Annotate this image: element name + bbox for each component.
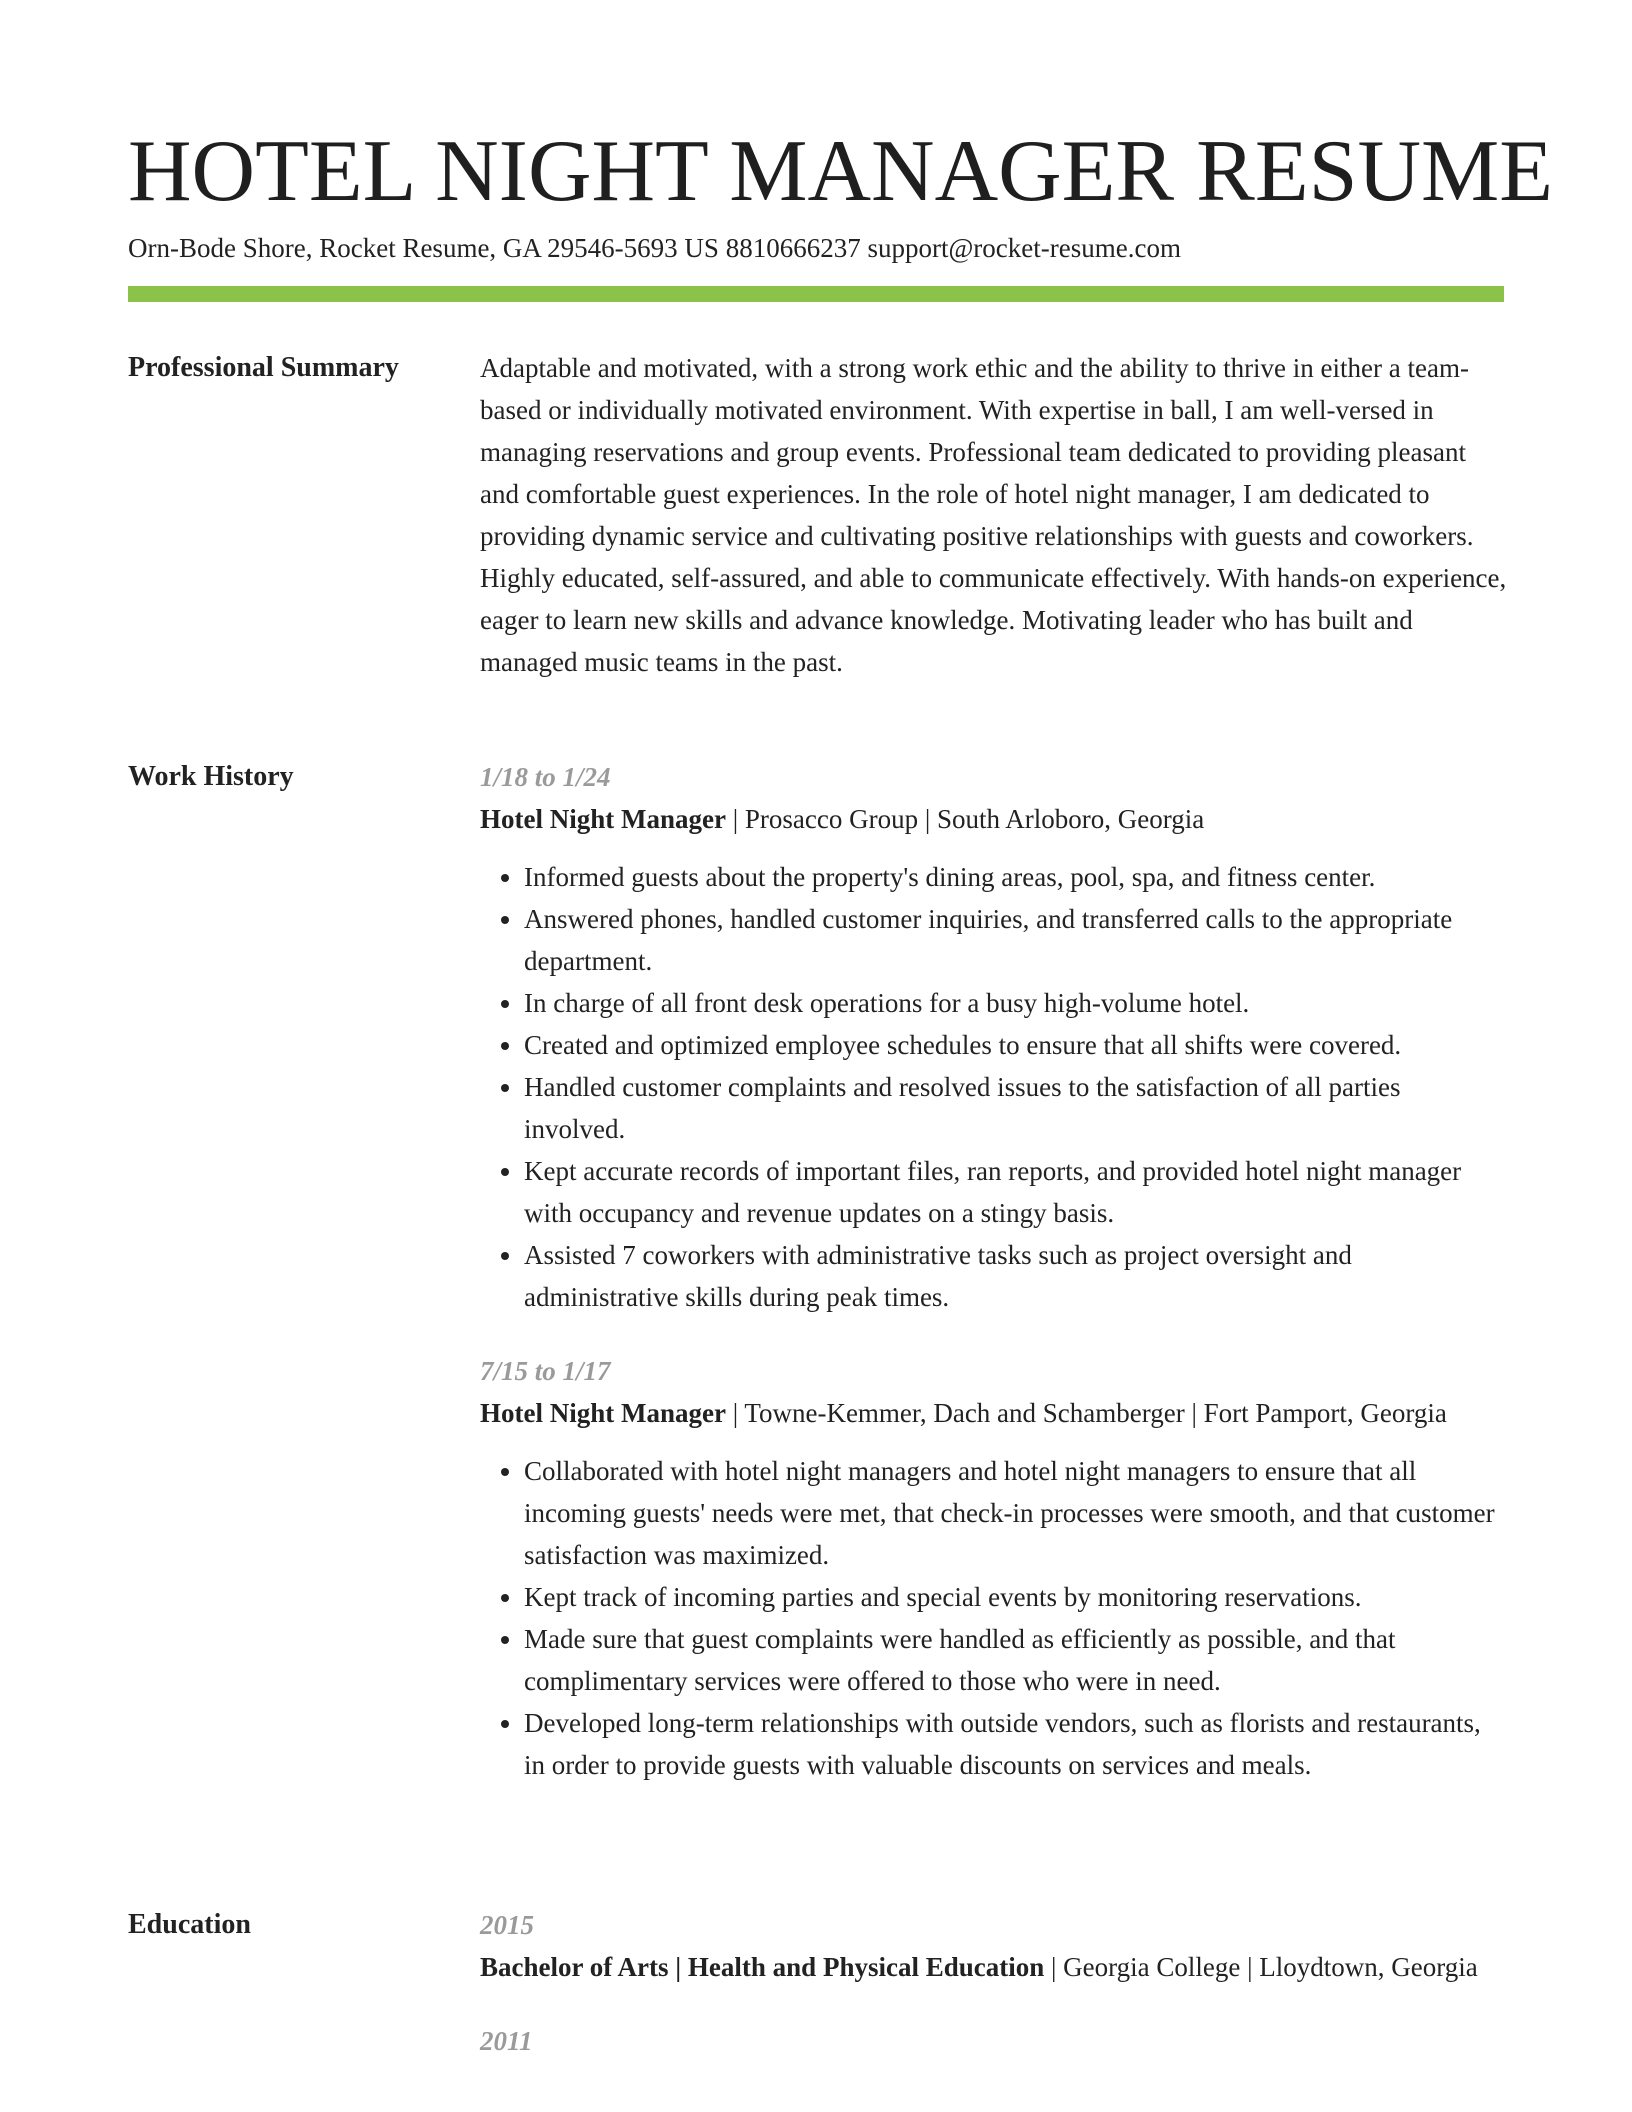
list-item: • Informed guests about the property's dining areas, pool, spa, and fitness center. <box>524 856 1508 898</box>
education-date: 2011 <box>480 2026 533 2056</box>
list-item: • Kept track of incoming parties and special events by monitoring reservations. <box>524 1576 1508 1618</box>
degree-title: Bachelor of Arts | Health and Physical Education <box>480 1952 1045 1982</box>
summary-text: Adaptable and motivated, with a strong work ethic and the ability to thrive in either a team-based or individually motivated environment. With expertise in ball, I am well-versed in managing reservations and group events. Professional team dedicated to providing pleasant and comfortable guest experiences. In the role of hotel night manager, I am dedicated to providing dynamic service and cultivating positive relationships with guests and coworkers. Highly educated, self-assured, and able to communicate effectively. With hands-on experience, eager to learn new skills and advance knowledge. Motivating leader who has built and managed music teams in the past. <box>480 353 1507 677</box>
education-label: Education <box>128 1909 251 1940</box>
list-item: • Handled customer complaints and resolved issues to the satisfaction of all parties involved. <box>524 1066 1508 1150</box>
job-details: | Prosacco Group | South Arloboro, Georgia <box>725 804 1205 834</box>
job-date: 1/18 to 1/24 <box>480 762 611 792</box>
education-heading <box>480 1946 1508 1988</box>
list-item: • Kept accurate records of important files, ran reports, and provided hotel night manager with occupancy and revenue updates on a stingy basis. <box>524 1150 1508 1234</box>
accent-divider <box>128 286 1504 302</box>
resume-title: HOTEL NIGHT MANAGER RESUME <box>128 123 1554 220</box>
job-details: | Towne-Kemmer, Dach and Schamberger | Fort Pamport, Georgia <box>725 1398 1447 1428</box>
list-item: • Made sure that guest complaints were handled as efficiently as possible, and that complimentary services were offered to those who were in need. <box>524 1618 1508 1702</box>
contact-line: Orn-Bode Shore, Rocket Resume, GA 29546-5693 US 8810666237 support@rocket-resume.com <box>128 233 1181 263</box>
job-bullets <box>480 856 1508 1318</box>
summary-label: Professional Summary <box>128 352 399 383</box>
list-item: • Collaborated with hotel night managers and hotel night managers to ensure that all incoming guests' needs were met, that check-in processes were smooth, and that customer satisfaction was maximized. <box>524 1450 1508 1576</box>
job-heading <box>480 798 1508 840</box>
list-item: • Assisted 7 coworkers with administrative tasks such as project oversight and administrative skills during peak times. <box>524 1234 1508 1318</box>
work-history-label: Work History <box>128 761 294 792</box>
education-date: 2015 <box>480 1910 534 1940</box>
education-details: | Georgia College | Lloydtown, Georgia <box>1044 1952 1478 1982</box>
job-date: 7/15 to 1/17 <box>480 1356 611 1386</box>
job-title: Hotel Night Manager <box>480 1398 726 1428</box>
job-heading <box>480 1392 1508 1434</box>
education-entry <box>480 2020 1508 2062</box>
job-entry <box>480 1350 1508 1786</box>
education-entry <box>480 1904 1508 1988</box>
education-body <box>480 1904 1508 2062</box>
list-item: • Created and optimized employee schedules to ensure that all shifts were covered. <box>524 1024 1508 1066</box>
list-item: • Developed long-term relationships with outside vendors, such as florists and restaurants, in order to provide guests with valuable discounts on services and meals. <box>524 1702 1508 1786</box>
summary-body <box>480 347 1508 683</box>
list-item: • In charge of all front desk operations for a busy high-volume hotel. <box>524 982 1508 1024</box>
list-item: • Answered phones, handled customer inquiries, and transferred calls to the appropriate department. <box>524 898 1508 982</box>
work-history-body <box>480 756 1508 1786</box>
job-bullets <box>480 1450 1508 1786</box>
job-title: Hotel Night Manager <box>480 804 726 834</box>
job-entry <box>480 756 1508 1318</box>
